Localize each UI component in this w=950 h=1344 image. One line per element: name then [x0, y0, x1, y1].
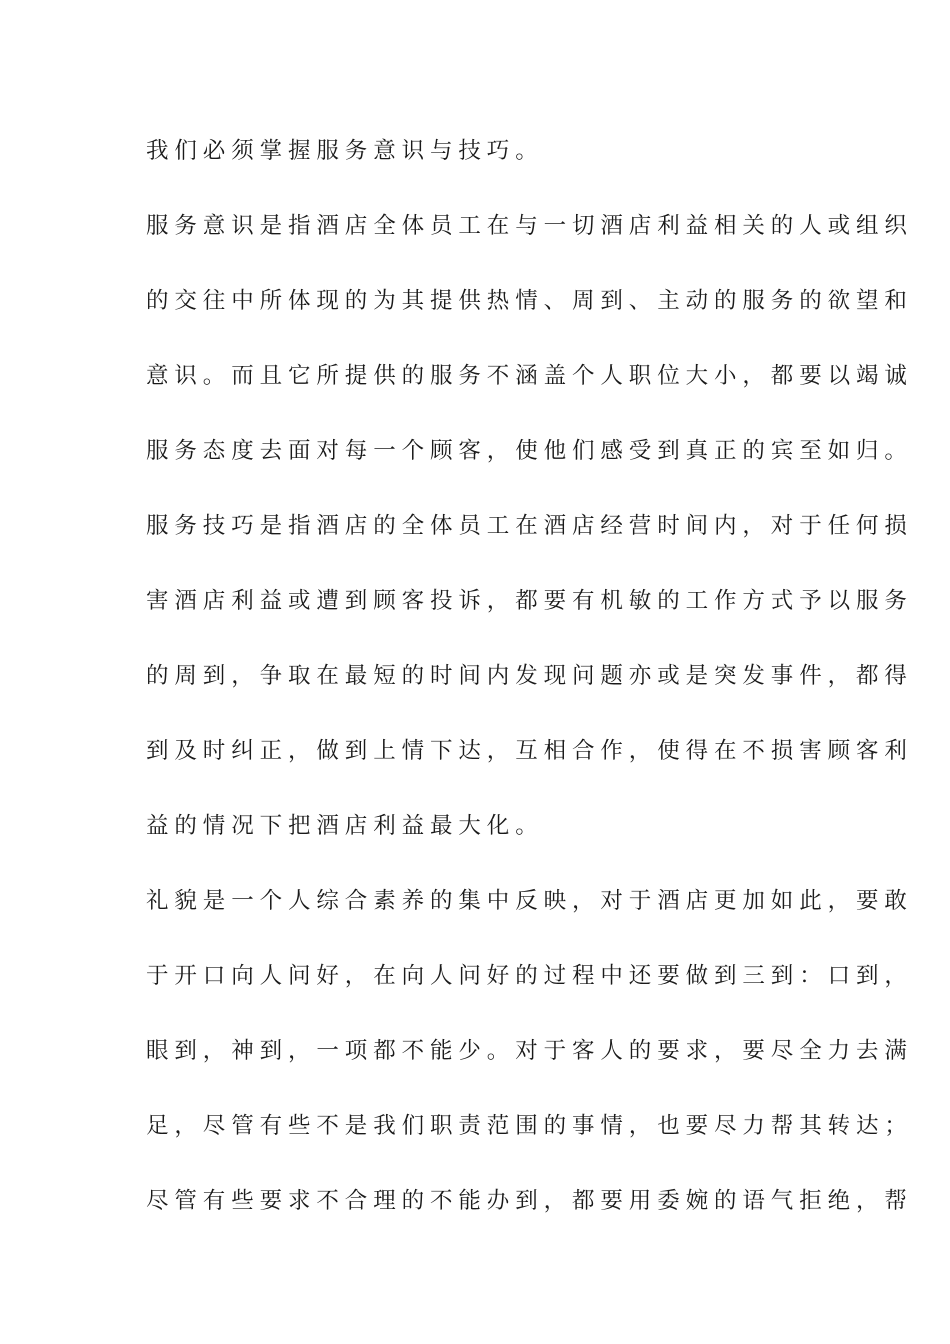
text-line: 的周到，争取在最短的时间内发现问题亦或是突发事件，都得 — [146, 663, 913, 689]
text-line: 眼到，神到，一项都不能少。对于客人的要求，要尽全力去满 — [146, 1038, 913, 1064]
text-line: 我们必须掌握服务意识与技巧。 — [146, 138, 544, 164]
text-line: 的交往中所体现的为其提供热情、周到、主动的服务的欲望和 — [146, 288, 913, 314]
text-line: 害酒店利益或遭到顾客投诉，都要有机敏的工作方式予以服务 — [146, 588, 913, 614]
text-line: 服务态度去面对每一个顾客，使他们感受到真正的宾至如归。 — [146, 438, 913, 464]
text-line: 到及时纠正，做到上情下达，互相合作，使得在不损害顾客利 — [146, 738, 913, 764]
text-line: 意识。而且它所提供的服务不涵盖个人职位大小，都要以竭诚 — [146, 363, 913, 389]
text-line: 益的情况下把酒店利益最大化。 — [146, 813, 544, 839]
text-line: 礼貌是一个人综合素养的集中反映，对于酒店更加如此，要敢 — [146, 888, 913, 914]
text-line: 于开口向人问好，在向人问好的过程中还要做到三到：口到， — [146, 963, 913, 989]
text-line: 尽管有些要求不合理的不能办到，都要用委婉的语气拒绝，帮 — [146, 1188, 913, 1214]
text-line: 服务技巧是指酒店的全体员工在酒店经营时间内，对于任何损 — [146, 513, 913, 539]
text-line: 服务意识是指酒店全体员工在与一切酒店利益相关的人或组织 — [146, 213, 913, 239]
text-line: 足，尽管有些不是我们职责范围的事情，也要尽力帮其转达； — [146, 1113, 913, 1139]
